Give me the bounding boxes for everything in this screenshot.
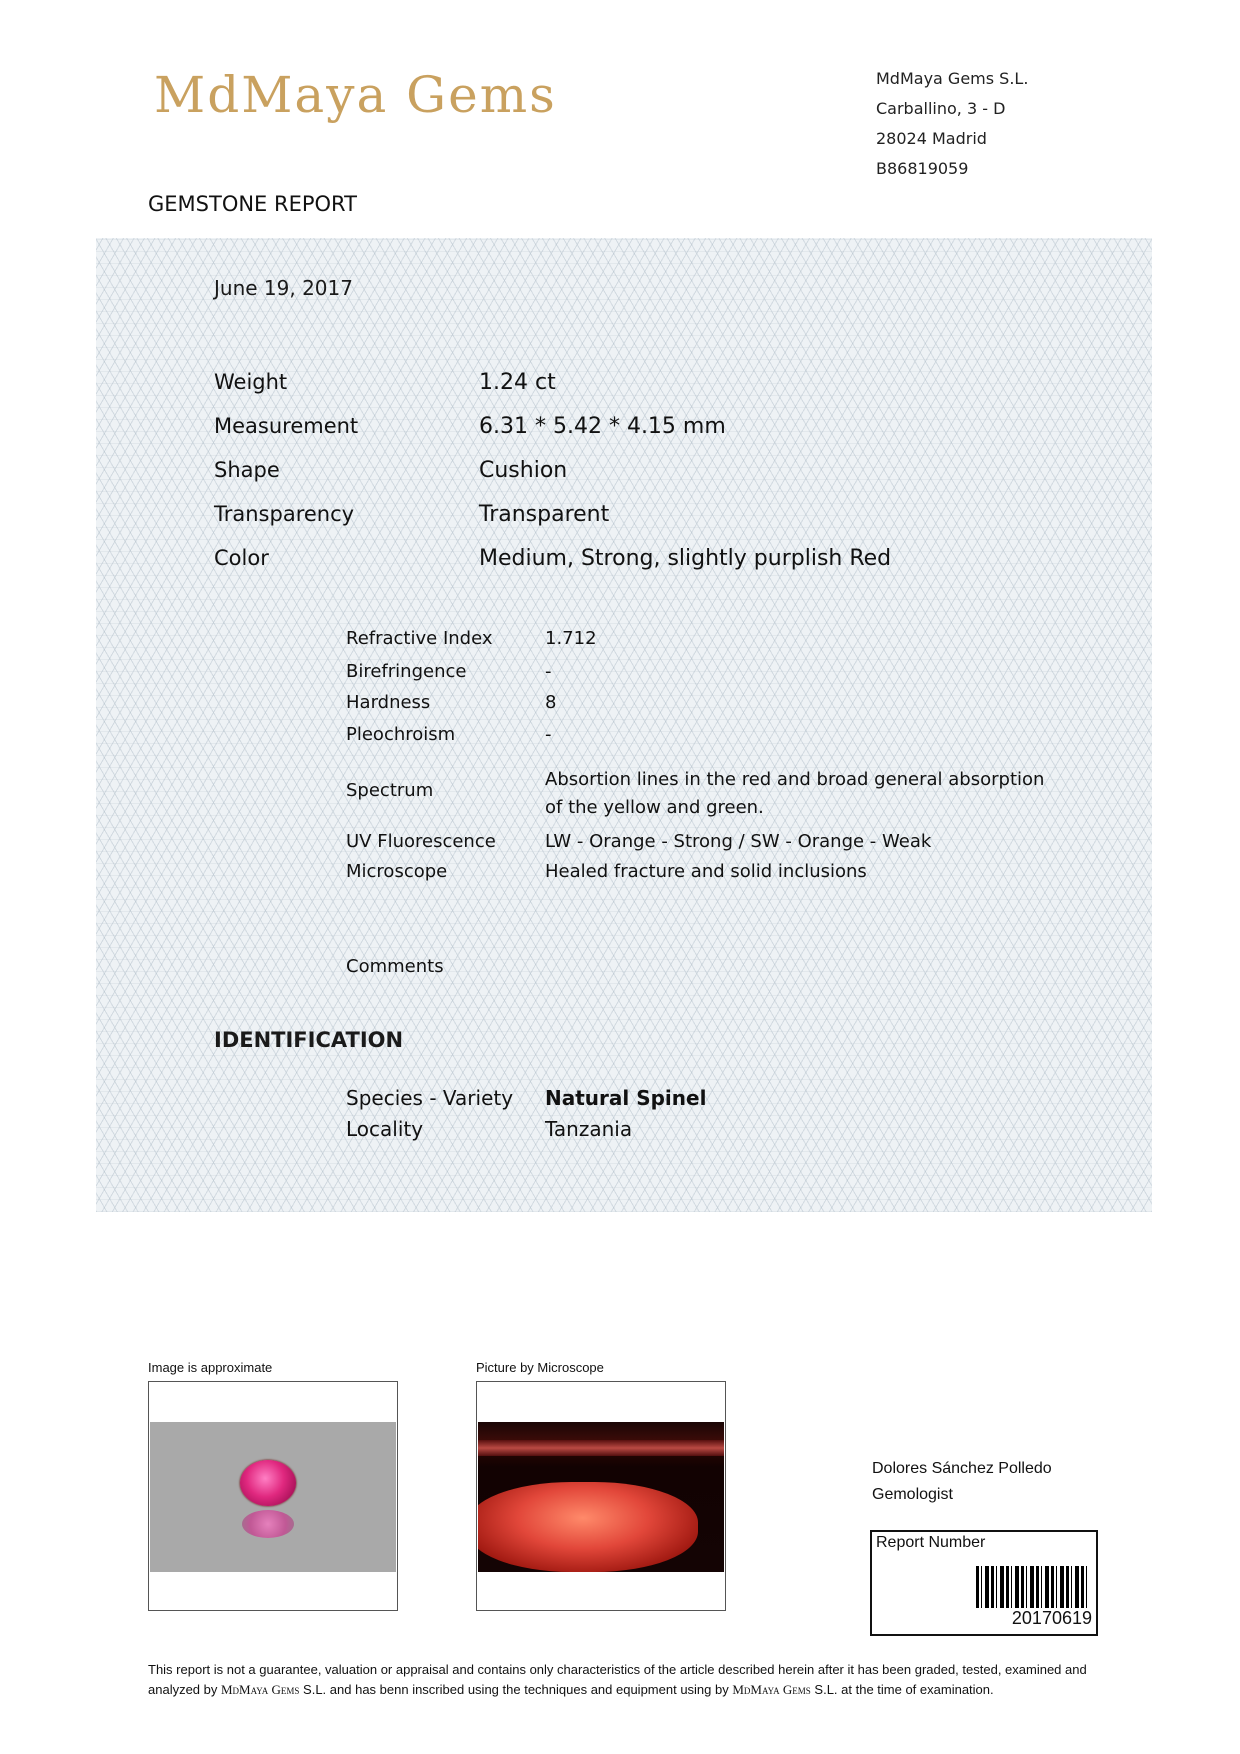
comments-label-text: Comments bbox=[346, 956, 444, 977]
species-label: Species - Variety bbox=[346, 1086, 514, 1110]
prop-value: 1.24 ct bbox=[479, 370, 556, 395]
company-address bbox=[876, 64, 1028, 184]
test-value: LW - Orange - Strong / SW - Orange - Weak bbox=[545, 831, 932, 852]
disclaimer-company-2: MdMaya Gems bbox=[732, 1682, 811, 1697]
barcode-icon bbox=[976, 1566, 1090, 1608]
microscope-caption: Picture by Microscope bbox=[476, 1360, 604, 1375]
spectrum-value: Absortion lines in the red and broad general absorption of the yellow and green. bbox=[545, 769, 1045, 818]
microscope-gem-glow bbox=[478, 1482, 698, 1572]
prop-value: 6.31 * 5.42 * 4.15 mm bbox=[479, 414, 726, 439]
test-label: Birefringence bbox=[346, 661, 467, 682]
disclaimer-company-1: MdMaya Gems bbox=[221, 1682, 300, 1697]
test-value: 8 bbox=[545, 692, 557, 713]
locality-label: Locality bbox=[346, 1117, 424, 1141]
prop-label: Shape bbox=[214, 458, 280, 482]
report-title: GEMSTONE REPORT bbox=[148, 192, 357, 216]
gem-stone bbox=[240, 1460, 296, 1506]
prop-label: Transparency bbox=[214, 502, 355, 526]
disclaimer-part-2: S.L. and has benn inscribed using the techniques and equipment using by bbox=[299, 1682, 733, 1697]
report-number-box bbox=[870, 1530, 1098, 1636]
company-name: MdMaya Gems S.L. bbox=[876, 69, 1029, 88]
report-number-value: 20170619 bbox=[1011, 1608, 1092, 1628]
test-value: Healed fracture and solid inclusions bbox=[545, 861, 867, 882]
test-value: - bbox=[545, 724, 552, 745]
test-label: Hardness bbox=[346, 692, 431, 713]
microscope-photo bbox=[478, 1422, 724, 1572]
gemologist-name: Dolores Sánchez Polledo bbox=[872, 1460, 1052, 1477]
report-number-label: Report Number bbox=[876, 1534, 986, 1551]
identification-title: IDENTIFICATION bbox=[214, 1028, 404, 1052]
species-value: Natural Spinel bbox=[545, 1086, 707, 1110]
company-tax-id: B86819059 bbox=[876, 159, 969, 178]
disclaimer bbox=[148, 1660, 1098, 1700]
microscope-light-band bbox=[478, 1440, 724, 1456]
test-value: 1.712 bbox=[545, 628, 597, 649]
microscope-photo-frame bbox=[476, 1381, 726, 1611]
test-label: Microscope bbox=[346, 861, 448, 882]
prop-value: Cushion bbox=[479, 458, 568, 483]
test-value: - bbox=[545, 661, 552, 682]
gemologist-role: Gemologist bbox=[872, 1486, 953, 1503]
company-logo: MdMaya Gems bbox=[154, 66, 557, 124]
prop-value: Transparent bbox=[479, 502, 610, 527]
company-street: Carballino, 3 - D bbox=[876, 99, 1006, 118]
locality-value: Tanzania bbox=[545, 1117, 633, 1141]
disclaimer-part-3: S.L. at the time of examination. bbox=[810, 1682, 994, 1697]
gemologist-signature bbox=[872, 1456, 1052, 1508]
prop-label: Measurement bbox=[214, 414, 359, 438]
disclaimer-part-1: This report is not a guarantee, valuation or appraisal and contains only characteristics of the article described herein after it has been graded, tested, examined and analyzed by bbox=[148, 1662, 1087, 1697]
test-label: UV Fluorescence bbox=[346, 831, 496, 852]
gem-photo-frame bbox=[148, 1381, 398, 1611]
gem-photo bbox=[150, 1422, 396, 1572]
company-city: 28024 Madrid bbox=[876, 129, 987, 148]
photo-caption: Image is approximate bbox=[148, 1360, 273, 1375]
test-label: Pleochroism bbox=[346, 724, 456, 745]
prop-label: Weight bbox=[214, 370, 288, 394]
test-label: Spectrum bbox=[346, 780, 434, 801]
prop-label: Color bbox=[214, 546, 269, 570]
gem-reflection bbox=[242, 1510, 294, 1538]
prop-value: Medium, Strong, slightly purplish Red bbox=[479, 546, 892, 571]
test-label: Refractive Index bbox=[346, 628, 493, 649]
report-date: June 19, 2017 bbox=[214, 276, 353, 300]
